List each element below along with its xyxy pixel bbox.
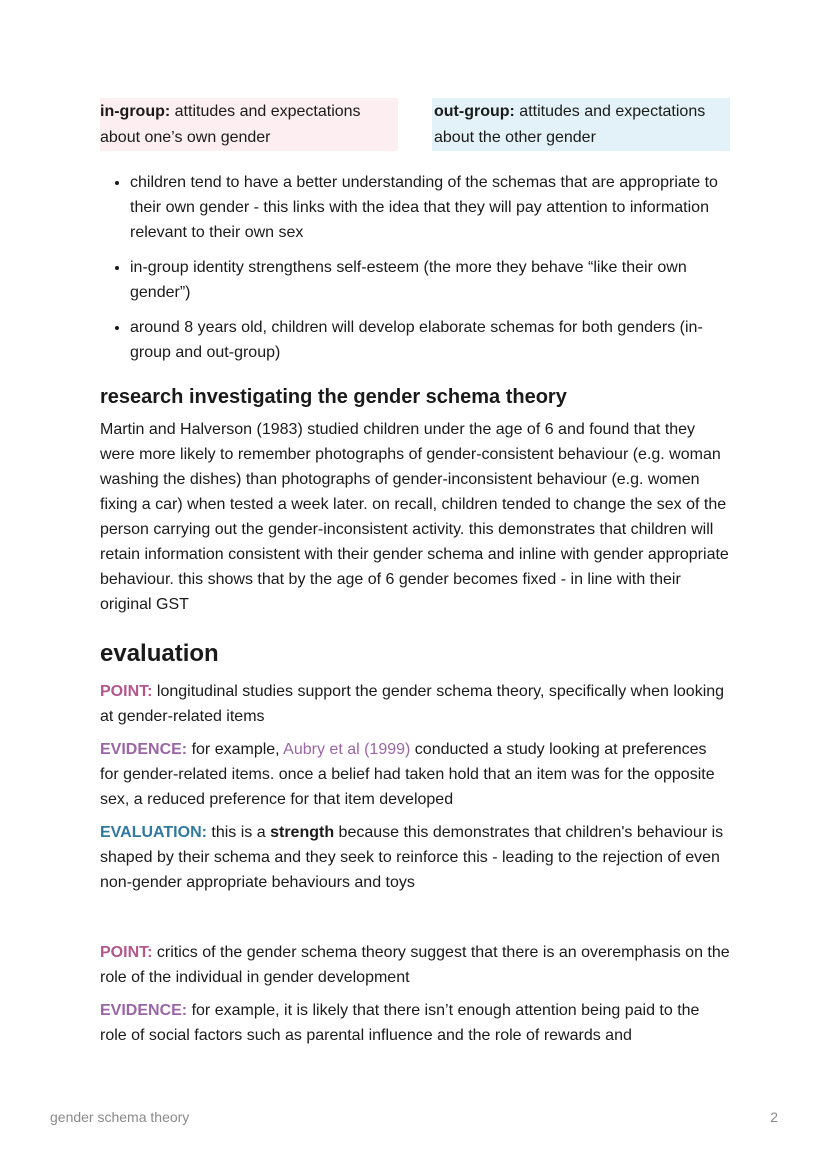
point-label: POINT: [100,944,153,961]
evidence-2 [100,998,730,1048]
evidence-text: for example, it is likely that there isn’t enough attention being paid to the role of social factors such as parental influence and the role of rewards and [100,1002,700,1044]
reference-link[interactable]: Aubry et al (1999) [283,741,411,758]
page-number: 2 [770,1109,778,1125]
point-label: POINT: [100,683,153,700]
research-body: Martin and Halverson (1983) studied children under the age of 6 and found that they were more likely to remember photographs of gender-consistent behaviour (e.g. woman washing the dishes) than photographs of gender-inconsistent behaviour (e.g. women fixing a car) when tested a week later. on recall, children tended to change the sex of the person carrying out the gender-inconsistent activity. this demonstrates that children will retain information consistent with their gender schema and inline with gender appropriate behaviour. this shows that by the age of 6 gender becomes fixed - in line with their original GST [100,421,729,613]
point-text: longitudinal studies support the gender schema theory, specifically when looking at gender-related items [100,683,725,725]
spacer [100,895,730,932]
evidence-label: EVIDENCE: [100,1002,188,1019]
list-item: • around 8 years old, children will develop elaborate schemas for both genders (in-group and out-group) [130,315,730,365]
evidence-label: EVIDENCE: [100,741,188,758]
point-1 [100,679,730,729]
evaluation-label: EVALUATION: [100,824,207,841]
evidence-post: conducted a study looking at preferences for gender-related items. once a belief had taken hold that an item was for the opposite sex, a reduced preference for that item developed [100,741,715,808]
out-group-text: attitudes and expectations about the other gender [434,103,706,146]
group-definitions [100,98,730,151]
footer-title: gender schema theory [50,1109,190,1125]
research-heading: research investigating the gender schema theory [100,386,567,408]
evaluation-pre: this is a [206,824,271,841]
in-group-label: in-group: [100,103,171,120]
evaluation-heading: evaluation [100,640,219,667]
point-text: critics of the gender schema theory suggest that there is an overemphasis on the role of the individual in gender development [100,944,730,986]
list-item: • children tend to have a better understanding of the schemas that are appropriate to their own gender - this links with the idea that they will pay attention to information relevant to their own sex [130,170,730,245]
out-group-label: out-group: [434,103,515,120]
list-item: • in-group identity strengthens self-esteem (the more they behave “like their own gender”) [130,255,730,305]
document-page [100,98,730,1048]
evaluation-1 [100,820,730,895]
in-group-text: attitudes and expectations about one’s own gender [100,103,361,146]
out-group-box [432,98,730,151]
evidence-1 [100,737,730,812]
evaluation-strong: strength [270,824,335,841]
bullet-list [100,170,730,365]
point-2 [100,940,730,990]
evaluation-post: because this demonstrates that children's behaviour is shaped by their schema and they seek to reinforce this - leading to the rejection of even non-gender appropriate behaviours and toys [100,824,724,891]
in-group-box [100,98,398,151]
evidence-pre: for example, [187,741,284,758]
